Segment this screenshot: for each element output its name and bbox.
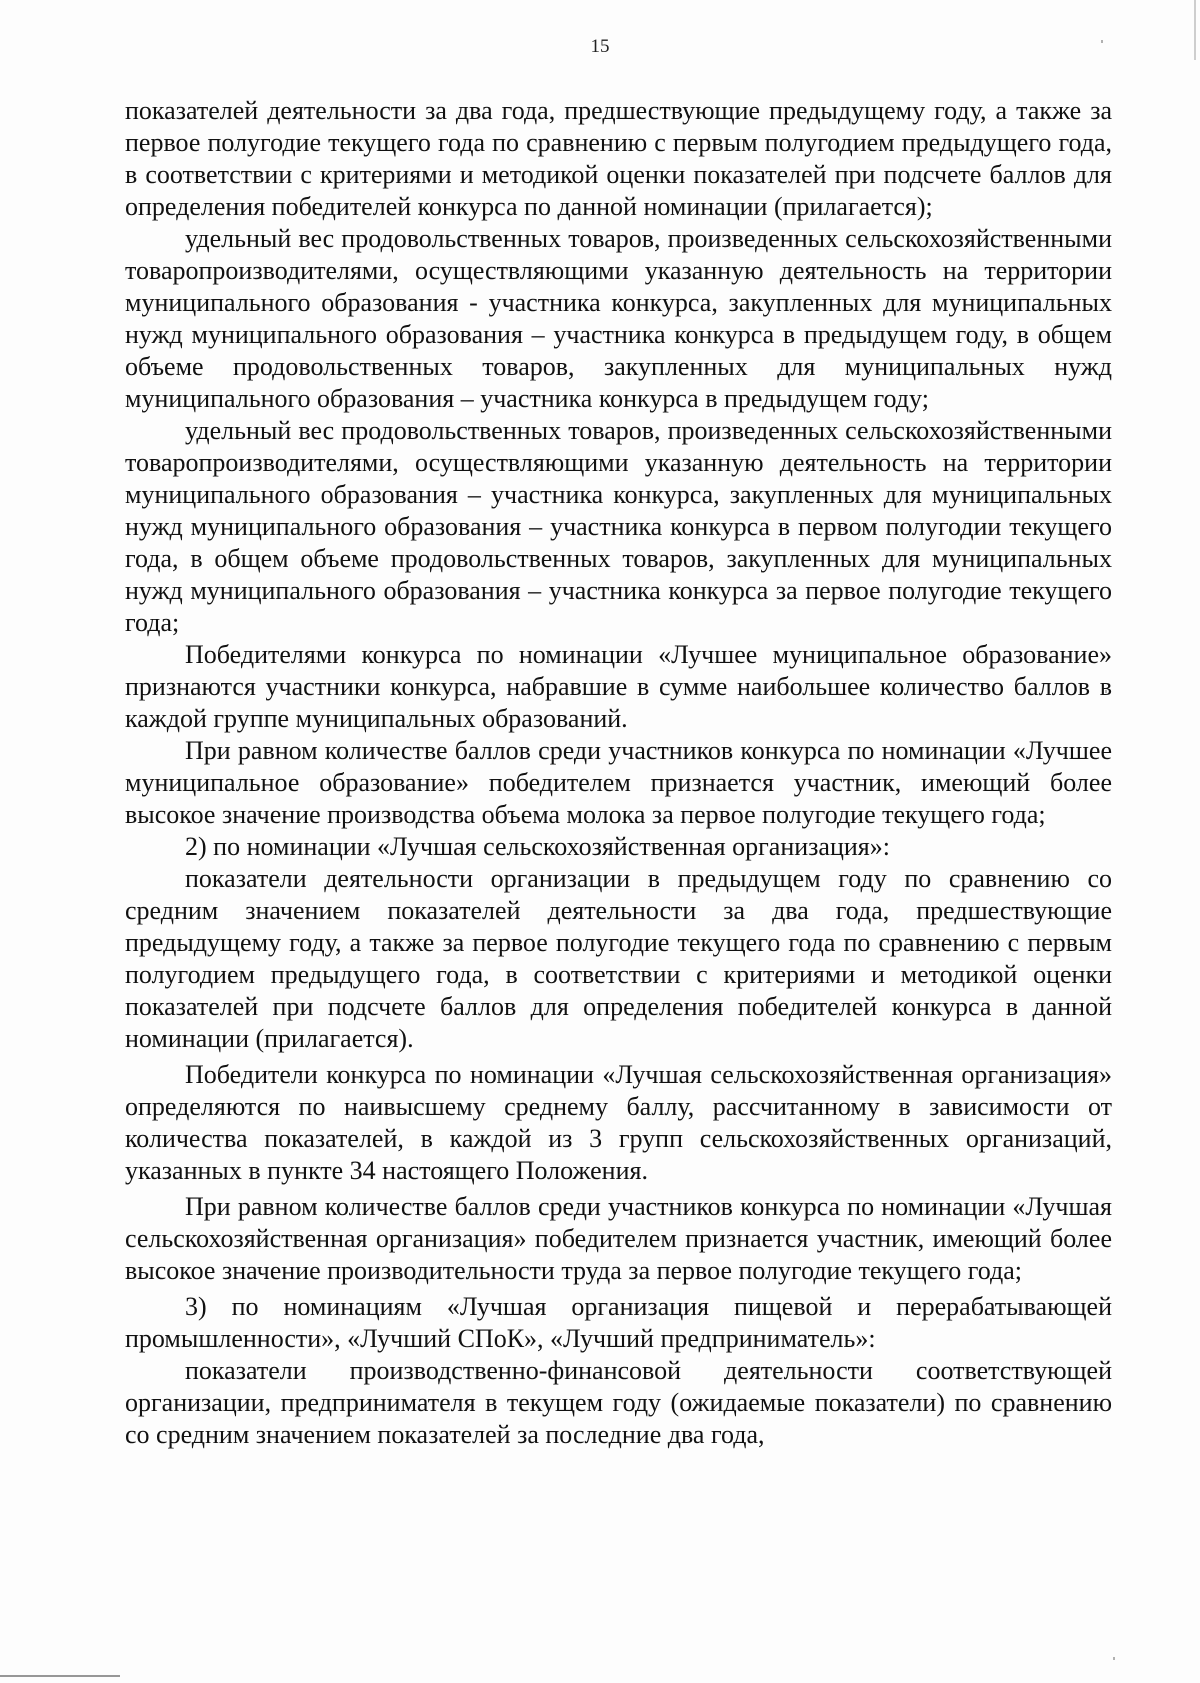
document-body: [125, 95, 1112, 1451]
scan-edge-line: [0, 1675, 120, 1677]
paragraph-agricultural-org-tie: При равном количестве баллов среди участников конкурса по номинации «Лучшая сельскохозяйственная организация» победителем признается участник, имеющий более высокое значение производительности труда за первое полугодие текущего года;: [125, 1192, 1112, 1285]
scan-speck: [1113, 1657, 1115, 1660]
paragraph-food-share-first-half: удельный вес продовольственных товаров, произведенных сельскохозяйственными товаропроизводителями, осуществляющими указанную деятельность на территории муниципального образования – участника конкурса, закупленных для муниципальных нужд муниципального образования – участника конкурса в первом полугодии текущего года, в общем объеме продовольственных товаров, закупленных для муниципальных нужд муниципального образования – участника конкурса за первое полугодие текущего года;: [125, 416, 1112, 637]
paragraph-nominations-food-industry: 3) по номинациям «Лучшая организация пищевой и перерабатывающей промышленности», «Лучший СПоК», «Лучший предприниматель»:: [125, 1292, 1112, 1353]
paragraph-nomination-agricultural-org: 2) по номинации «Лучшая сельскохозяйственная организация»:: [185, 832, 890, 861]
paragraph-best-municipality-winners: Победителями конкурса по номинации «Лучшее муниципальное образование» признаются участники конкурса, набравшие в сумме наибольшее количество баллов в каждой группе муниципальных образований.: [125, 640, 1112, 733]
paragraph-indicators-two-years: показателей деятельности за два года, предшествующие предыдущему году, а также за первое полугодие текущего года по сравнению с первым полугодием предыдущего года, в соответствии с критериями и методикой оценки показателей при подсчете баллов для определения победителей конкурса по данной номинации (прилагается);: [125, 96, 1112, 221]
page-number: 15: [590, 36, 610, 57]
paragraph-food-share-previous-year: удельный вес продовольственных товаров, произведенных сельскохозяйственными товаропроизводителями, осуществляющими указанную деятельность на территории муниципального образования - участника конкурса, закупленных для муниципальных нужд муниципального образования – участника конкурса в предыдущем году, в общем объеме продовольственных товаров, закупленных для муниципальных нужд муниципального образования – участника конкурса в предыдущем году;: [125, 224, 1112, 413]
paragraph-agricultural-org-winners: Победители конкурса по номинации «Лучшая сельскохозяйственная организация» определяются по наивысшему среднему баллу, рассчитанному в зависимости от количества показателей, в каждой из 3 групп сельскохозяйственных организаций, указанных в пункте 34 настоящего Положения.: [125, 1060, 1112, 1185]
paragraph-financial-indicators: показатели производственно-финансовой деятельности соответствующей организации, предпринимателя в текущем году (ожидаемые показатели) по сравнению со средним значением показателей за последние два года,: [125, 1356, 1112, 1449]
paragraph-best-municipality-tie: При равном количестве баллов среди участников конкурса по номинации «Лучшее муниципальное образование» победителем признается участник, имеющий более высокое значение производства объема молока за первое полугодие текущего года;: [125, 736, 1112, 829]
paragraph-org-indicators: показатели деятельности организации в предыдущем году по сравнению со средним значением показателей деятельности за два года, предшествующие предыдущему году, а также за первое полугодие текущего года по сравнению с первым полугодием предыдущего года, в соответствии с критериями и методикой оценки показателей при подсчете баллов для определения победителей конкурса в данной номинации (прилагается).: [125, 864, 1112, 1053]
